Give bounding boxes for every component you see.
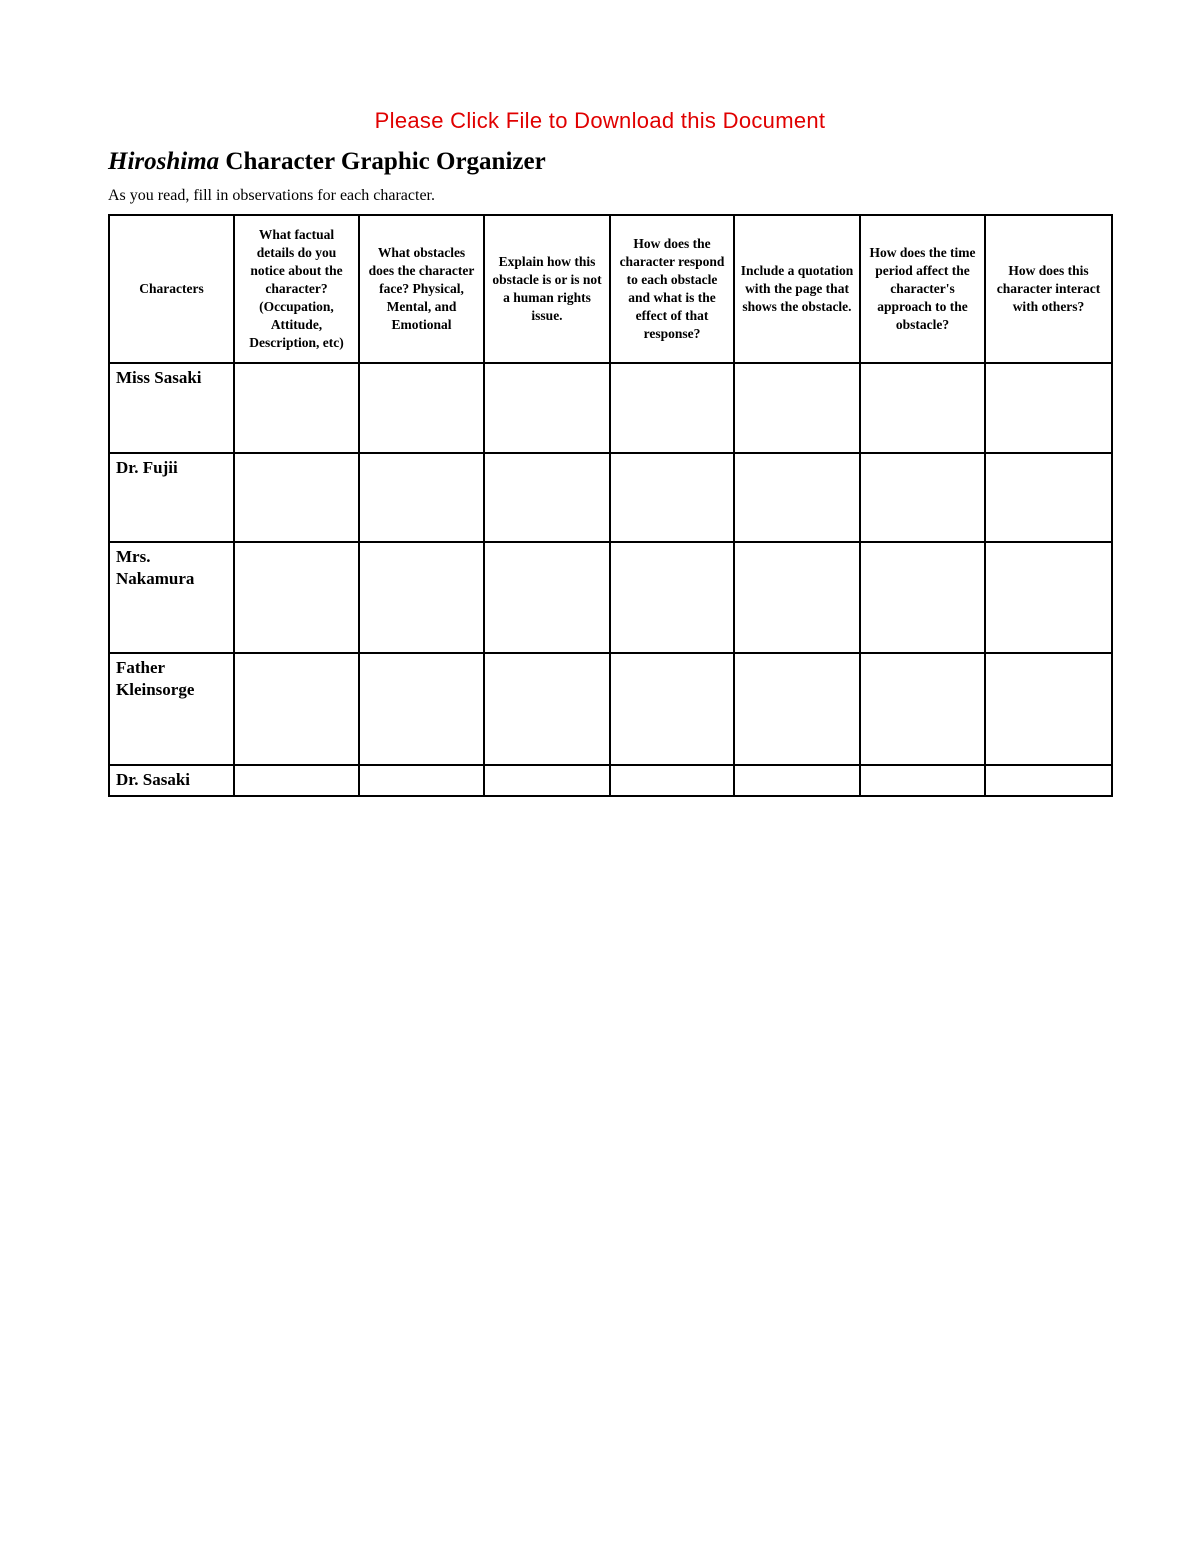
instructions-text: As you read, fill in observations for each character. [108, 187, 435, 204]
answer-cell[interactable] [985, 765, 1112, 796]
character-name-cell: Mrs. Nakamura [109, 542, 234, 653]
table-row [109, 363, 1112, 453]
answer-cell[interactable] [860, 363, 985, 453]
answer-cell[interactable] [734, 542, 860, 653]
answer-cell[interactable] [985, 363, 1112, 453]
header-response: How does the character respond to each obstacle and what is the effect of that response? [610, 215, 734, 363]
table-row [109, 453, 1112, 542]
answer-cell[interactable] [985, 542, 1112, 653]
character-name-cell: Dr. Sasaki [109, 765, 234, 796]
header-row [109, 215, 1112, 363]
answer-cell[interactable] [234, 653, 359, 765]
answer-cell[interactable] [234, 542, 359, 653]
answer-cell[interactable] [234, 765, 359, 796]
answer-cell[interactable] [734, 765, 860, 796]
table-row [109, 765, 1112, 796]
header-human-rights: Explain how this obstacle is or is not a human rights issue. [484, 215, 610, 363]
answer-cell[interactable] [610, 653, 734, 765]
answer-cell[interactable] [359, 453, 484, 542]
answer-cell[interactable] [484, 765, 610, 796]
header-characters: Characters [109, 215, 234, 363]
header-obstacles: What obstacles does the character face? Physical, Mental, and Emotional [359, 215, 484, 363]
character-name-cell: Dr. Fujii [109, 453, 234, 542]
answer-cell[interactable] [359, 653, 484, 765]
header-interaction: How does this character interact with others? [985, 215, 1112, 363]
answer-cell[interactable] [985, 653, 1112, 765]
answer-cell[interactable] [860, 453, 985, 542]
header-quotation: Include a quotation with the page that shows the obstacle. [734, 215, 860, 363]
answer-cell[interactable] [234, 363, 359, 453]
character-name-cell: Miss Sasaki [109, 363, 234, 453]
answer-cell[interactable] [985, 453, 1112, 542]
answer-cell[interactable] [484, 363, 610, 453]
header-factual-details: What factual details do you notice about the character? (Occupation, Attitude, Description, etc) [234, 215, 359, 363]
header-time-period: How does the time period affect the character's approach to the obstacle? [860, 215, 985, 363]
answer-cell[interactable] [610, 765, 734, 796]
title-rest: Character Graphic Organizer [225, 148, 546, 175]
answer-cell[interactable] [484, 542, 610, 653]
download-banner[interactable]: Please Click File to Download this Document [374, 108, 826, 133]
character-name-cell: Father Kleinsorge [109, 653, 234, 765]
answer-cell[interactable] [860, 542, 985, 653]
answer-cell[interactable] [860, 653, 985, 765]
answer-cell[interactable] [734, 453, 860, 542]
table-row [109, 653, 1112, 765]
answer-cell[interactable] [860, 765, 985, 796]
answer-cell[interactable] [484, 653, 610, 765]
character-organizer-table [108, 214, 1113, 797]
title-book-name: Hiroshima [108, 148, 220, 175]
answer-cell[interactable] [234, 453, 359, 542]
document-title [108, 148, 546, 176]
answer-cell[interactable] [734, 363, 860, 453]
answer-cell[interactable] [734, 653, 860, 765]
answer-cell[interactable] [484, 453, 610, 542]
answer-cell[interactable] [610, 453, 734, 542]
answer-cell[interactable] [610, 363, 734, 453]
answer-cell[interactable] [359, 363, 484, 453]
answer-cell[interactable] [359, 765, 484, 796]
table-row [109, 542, 1112, 653]
answer-cell[interactable] [610, 542, 734, 653]
answer-cell[interactable] [359, 542, 484, 653]
